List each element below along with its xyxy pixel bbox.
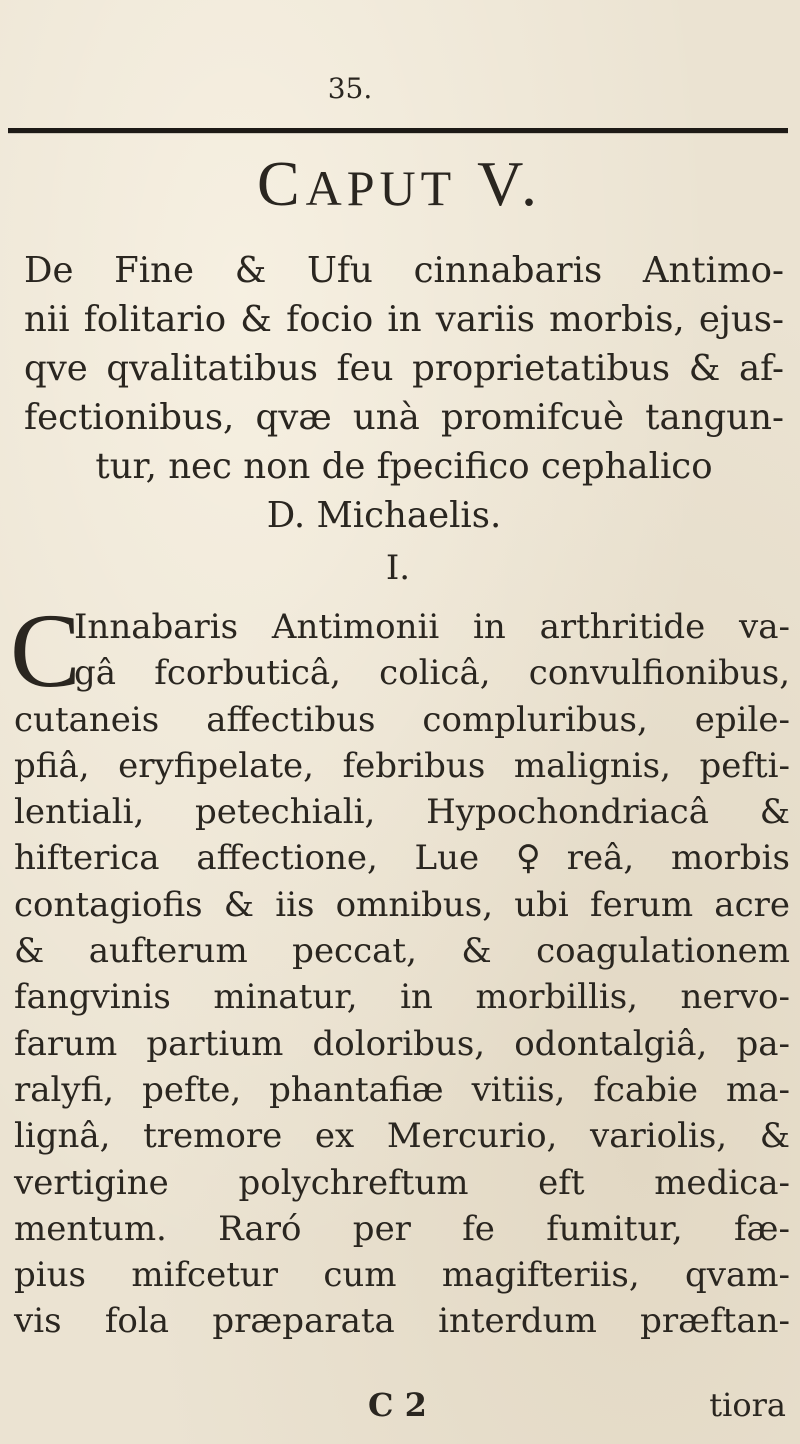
body-line: ralyfi, pefte, phantafiæ vitiis, fcabie ma- xyxy=(14,1069,790,1110)
chapter-heading-number: V. xyxy=(477,148,544,219)
chapter-heading xyxy=(0,148,800,219)
body-line: gâ fcorbuticâ, colicâ, convulfionibus, xyxy=(74,653,790,694)
catchword: tiora xyxy=(709,1386,786,1424)
body-line: & aufterum peccat, & coagulationem xyxy=(14,931,790,972)
body-line: farum partium doloribus, odontalgiâ, pa- xyxy=(14,1023,790,1064)
subtitle-line: nii folitario & focio in variis morbis, ejus- xyxy=(24,299,784,340)
subtitle-line: qve qvalitatibus feu proprietatibus & af- xyxy=(24,348,784,389)
signature-mark: C 2 xyxy=(368,1386,427,1424)
body-line: contagiofis & iis omnibus, ubi ferum acre xyxy=(14,884,790,925)
body-line: hifterica affectione, Lue ♀reâ, morbis xyxy=(14,838,790,879)
page-number: 35. xyxy=(327,72,373,105)
body-line: fangvinis minatur, in morbillis, nervo- xyxy=(14,977,790,1018)
header-rule xyxy=(8,128,788,133)
body-line: Innabaris Antimonii in arthritide va- xyxy=(74,607,790,647)
body-line: lignâ, tremore ex Mercurio, variolis, & xyxy=(14,1116,790,1157)
body-line: vertigine polychreftum eft medica- xyxy=(14,1162,790,1203)
subtitle-line: tur, nec non de fpecifico cephalico xyxy=(95,446,713,487)
chapter-subtitle xyxy=(24,246,784,540)
subtitle-line: D. Michaelis. xyxy=(266,495,502,536)
body-line: cutaneis affectibus compluribus, epile- xyxy=(14,699,790,740)
body-line: pfiâ, eryfipelate, febribus malignis, pefti- xyxy=(14,745,790,786)
subtitle-line: De Fine & Ufu cinnabaris Antimo- xyxy=(24,250,784,291)
body-line: pius mifcetur cum magifteriis, qvam- xyxy=(14,1255,790,1296)
chapter-heading-word: APUT xyxy=(305,160,457,216)
chapter-heading-initial: C xyxy=(256,148,306,219)
section-numeral: I. xyxy=(385,548,411,588)
drop-cap: C xyxy=(10,592,81,709)
body-line: mentum. Raró per fe fumitur, fæ- xyxy=(14,1208,790,1249)
body-text xyxy=(14,604,790,1345)
body-line: vis fola præparata interdum præftan- xyxy=(14,1301,790,1342)
subtitle-line: fectionibus, qvæ unà promifcuè tangun- xyxy=(24,397,784,438)
page-footer xyxy=(14,1386,790,1432)
body-line: lentiali, petechiali, Hypochondriacâ & xyxy=(14,792,790,833)
